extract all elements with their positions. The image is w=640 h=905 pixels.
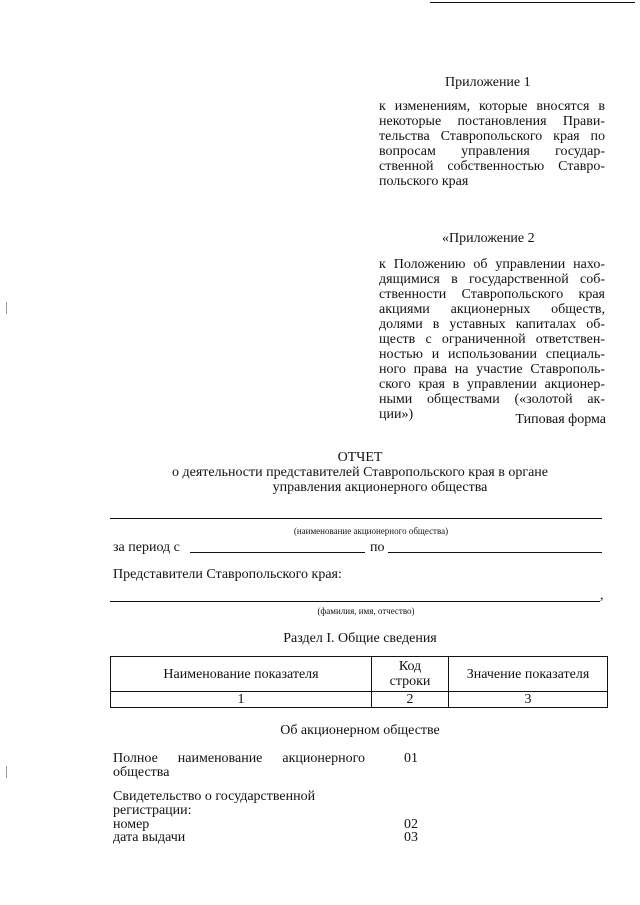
table-number-row: [111, 692, 608, 708]
top-scan-line: [430, 2, 635, 3]
header-name: Наименование показателя: [111, 657, 372, 692]
date-label: дата выдачи: [113, 830, 186, 845]
table-header-row: [111, 657, 608, 692]
appendix2-line: ского края в управлении акционер-: [379, 377, 605, 392]
period-to-label: по: [370, 540, 385, 555]
appendix2-line: ными обществами («золотой ак-: [379, 392, 605, 407]
appendix2-line: акциями акционерных обществ,: [379, 302, 605, 317]
appendix2-line: к Положению об управлении нахо-: [379, 257, 605, 272]
appendix2-line: ществ с ограниченной ответствен-: [379, 332, 605, 347]
fio-caption: (фамилия, имя, отчество): [317, 606, 415, 616]
certificate-label: регистрации:: [113, 803, 192, 818]
certificate-label: Свидетельство о государственной: [113, 789, 316, 804]
typical-form-label: Типовая форма: [515, 412, 606, 427]
full-name-code: 01: [404, 751, 418, 766]
period-to-field[interactable]: [388, 552, 602, 553]
header-code: [372, 657, 449, 692]
appendix2-line: ственности Ставропольского края: [379, 287, 605, 302]
report-subtitle: управления акционерного общества: [272, 480, 488, 495]
company-name-field[interactable]: [110, 518, 602, 519]
appendix2-title: «Приложение 2: [442, 231, 535, 246]
appendix1-line: тельства Ставропольского края по: [379, 129, 605, 144]
appendix1-line: вопросам управления государ-: [379, 144, 605, 159]
full-name-label: Полное наименование акционерного: [113, 751, 365, 766]
column-number: 2: [372, 692, 449, 708]
appendix2-line: ностью и использовании специаль-: [379, 347, 605, 362]
appendix1-line: некоторые постановления Прави-: [379, 114, 605, 129]
period-from-field[interactable]: [190, 552, 365, 553]
number-code: 02: [404, 817, 418, 832]
appendix1-title: Приложение 1: [445, 75, 531, 90]
period-from-label: за период с: [113, 540, 180, 555]
appendix1-line: ственной собственностью Ставро-: [379, 159, 605, 174]
indicators-table: [110, 656, 608, 708]
column-number: 1: [111, 692, 372, 708]
header-value: Значение показателя: [449, 657, 608, 692]
header-code-line: строки: [389, 674, 431, 689]
report-subtitle: о деятельности представителей Ставропольского края в органе: [171, 465, 548, 480]
company-name-caption: (наименование акционерного общества): [293, 526, 449, 536]
number-label: номер: [113, 817, 150, 832]
appendix2-line: долями в уставных капиталах об-: [379, 317, 605, 332]
section1-title: Раздел I. Общие сведения: [283, 631, 437, 646]
appendix2-text: [379, 257, 605, 422]
column-number: 3: [449, 692, 608, 708]
trailing-comma: ,: [600, 588, 604, 603]
appendix1-text: [379, 99, 605, 189]
left-scan-mark: [6, 766, 7, 778]
appendix1-line: польского края: [379, 174, 469, 189]
representatives-label: Представители Ставропольского края:: [113, 567, 342, 582]
header-code-line: Код: [398, 659, 422, 674]
appendix2-line: дящимися в государственной соб-: [379, 272, 605, 287]
full-name-label: общества: [113, 765, 170, 780]
subheading-company: Об акционерном обществе: [280, 723, 440, 738]
appendix1-line: к изменениям, которые вносятся в: [379, 99, 605, 114]
representatives-field[interactable]: [110, 601, 600, 602]
report-title: ОТЧЕТ: [337, 450, 383, 465]
appendix2-line: ного права на участие Ставрополь-: [379, 362, 605, 377]
left-scan-mark: [6, 302, 7, 314]
appendix2-line: ции»): [379, 407, 414, 422]
date-code: 03: [404, 830, 418, 845]
